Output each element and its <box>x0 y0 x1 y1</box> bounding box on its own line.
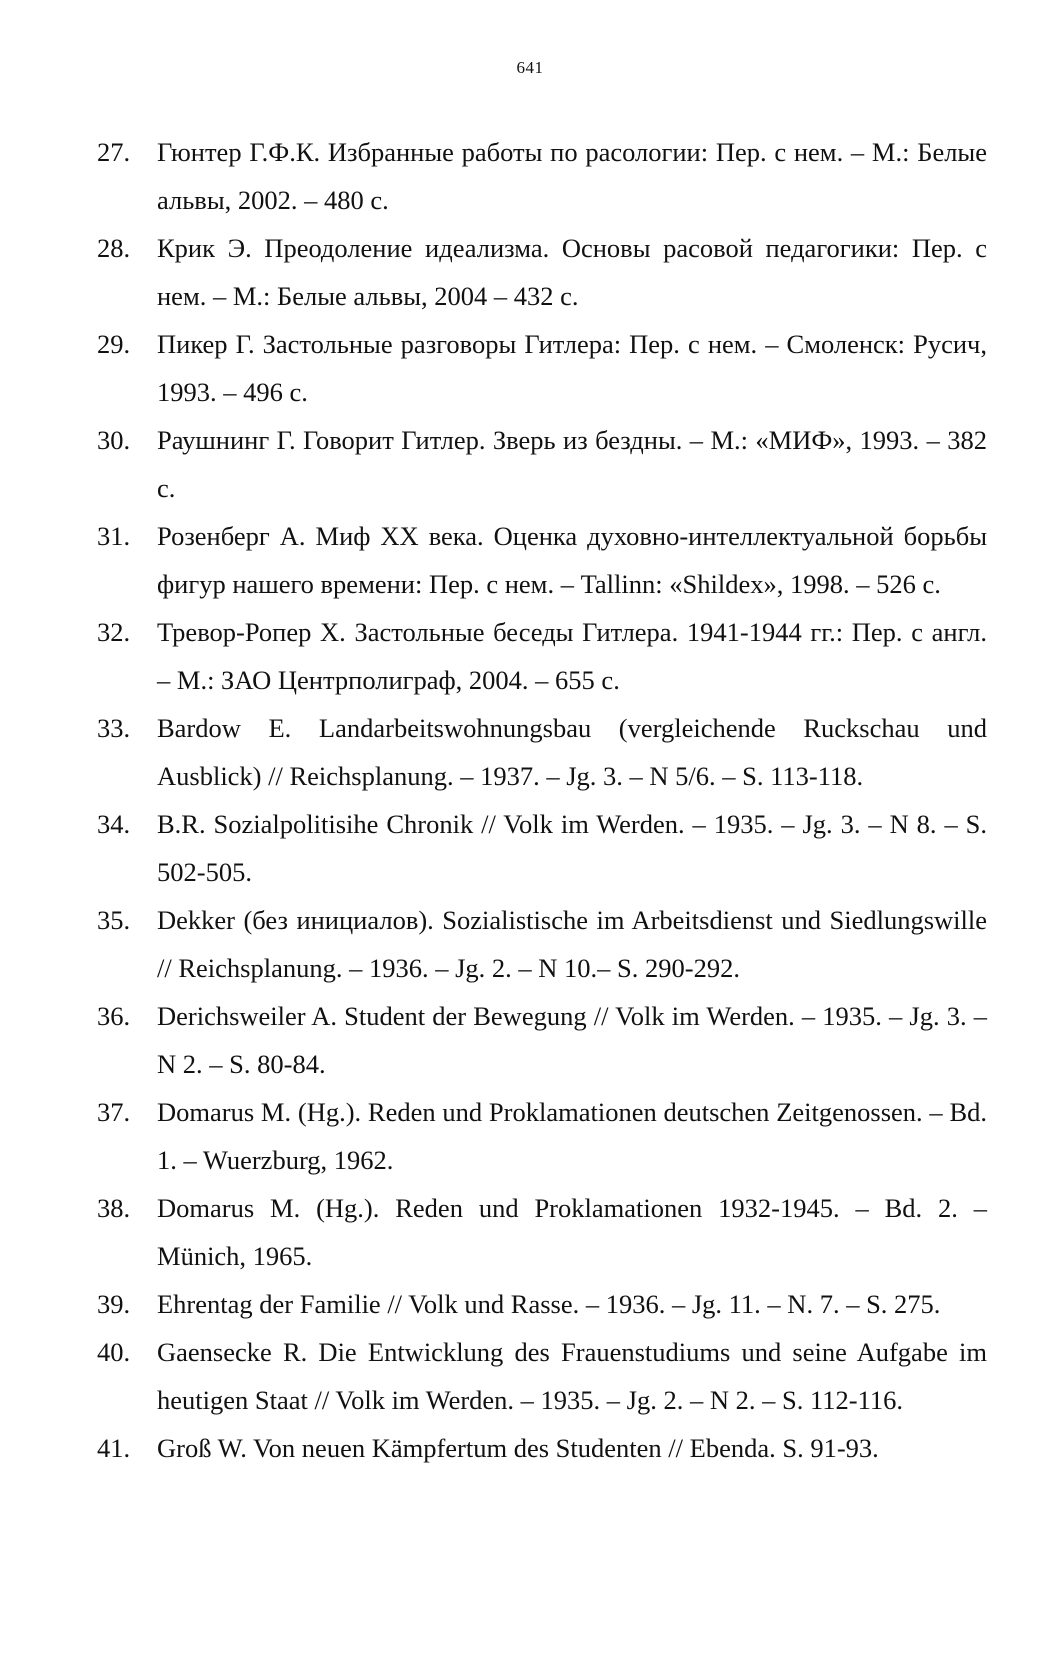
reference-number: 29. <box>97 329 131 359</box>
reference-number: 39. <box>97 1289 131 1319</box>
reference-number: 28. <box>97 233 131 263</box>
reference-number: 33. <box>97 713 131 743</box>
reference-item <box>0 896 1060 992</box>
reference-number: 36. <box>97 1001 131 1031</box>
reference-item <box>0 1184 1060 1280</box>
reference-number: 31. <box>97 521 131 551</box>
reference-text: Крик Э. Преодоление идеализма. Основы расовой педагогики: Пер. с нем. – М.: Белые альвы, 2004 – 432 с. <box>157 233 987 311</box>
reference-number: 40. <box>97 1337 131 1367</box>
reference-item <box>0 1424 1060 1472</box>
reference-text: Гюнтер Г.Ф.К. Избранные работы по расологии: Пер. с нем. – М.: Белые альвы, 2002. – 480 с. <box>157 137 987 215</box>
reference-number: 32. <box>97 617 131 647</box>
reference-item <box>0 992 1060 1088</box>
reference-list <box>0 128 1060 1472</box>
reference-number: 41. <box>97 1433 131 1463</box>
reference-text: Пикер Г. Застольные разговоры Гитлера: Пер. с нем. – Смоленск: Русич, 1993. – 496 с. <box>157 329 987 407</box>
reference-text: Derichsweiler A. Student der Bewegung // Volk im Werden. – 1935. – Jg. 3. – N 2. – S. 80-84. <box>157 1001 987 1079</box>
page-number: 641 <box>516 58 544 77</box>
reference-item <box>0 128 1060 224</box>
reference-text: B.R. Sozialpolitisihe Chronik // Volk im Werden. – 1935. – Jg. 3. – N 8. – S. 502-505. <box>157 809 987 887</box>
reference-text: Раушнинг Г. Говорит Гитлер. Зверь из бездны. – М.: «МИФ», 1993. – 382 с. <box>157 425 987 503</box>
reference-item <box>0 224 1060 320</box>
reference-number: 37. <box>97 1097 131 1127</box>
reference-number: 34. <box>97 809 131 839</box>
reference-number: 27. <box>97 137 131 167</box>
reference-text: Domarus M. (Hg.). Reden und Proklamationen deutschen Zeitgenossen. – Bd. 1. – Wuerzburg, 1962. <box>157 1097 987 1175</box>
reference-text: Groß W. Von neuen Kämpfertum des Studenten // Ebenda. S. 91-93. <box>157 1433 879 1463</box>
reference-number: 35. <box>97 905 131 935</box>
reference-item <box>0 416 1060 512</box>
reference-text: Ehrentag der Familie // Volk und Rasse. – 1936. – Jg. 11. – N. 7. – S. 275. <box>157 1289 941 1319</box>
reference-number: 38. <box>97 1193 131 1223</box>
reference-item <box>0 512 1060 608</box>
reference-text: Domarus M. (Hg.). Reden und Proklamationen 1932-1945. – Bd. 2. – Münich, 1965. <box>157 1193 987 1271</box>
reference-text: Тревор-Ропер Х. Застольные беседы Гитлера. 1941-1944 гг.: Пер. с англ. – М.: ЗАО Центрполиграф, 2004. – 655 с. <box>157 617 987 695</box>
reference-text: Dekker (без инициалов). Sozialistische im Arbeitsdienst und Siedlungswille // Reichsplanung. – 1936. – Jg. 2. – N 10.– S. 290-292. <box>157 905 987 983</box>
reference-item <box>0 800 1060 896</box>
reference-text: Розенберг А. Миф XX века. Оценка духовно-интеллектуальной борьбы фигур нашего времени: Пер. с нем. – Tallinn: «Shildex», 1998. – 526 с. <box>157 521 987 599</box>
reference-item <box>0 608 1060 704</box>
reference-item <box>0 320 1060 416</box>
reference-text: Gaensecke R. Die Entwicklung des Frauenstudiums und seine Aufgabe im heutigen Staat // Volk im Werden. – 1935. – Jg. 2. – N 2. – S. 112-116. <box>157 1337 987 1415</box>
reference-text: Bardow E. Landarbeitswohnungsbau (vergleichende Ruckschau und Ausblick) // Reichsplanung. – 1937. – Jg. 3. – N 5/6. – S. 113-118. <box>157 713 987 791</box>
reference-item <box>0 1088 1060 1184</box>
reference-item <box>0 1280 1060 1328</box>
reference-item <box>0 704 1060 800</box>
reference-item <box>0 1328 1060 1424</box>
reference-number: 30. <box>97 425 131 455</box>
